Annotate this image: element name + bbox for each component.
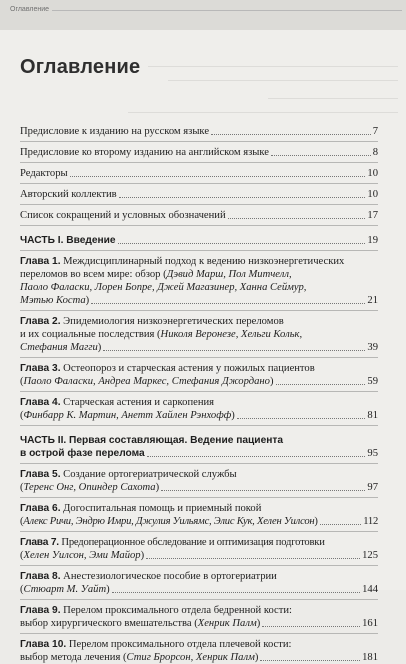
bleed-through-line xyxy=(128,112,398,113)
toc-entry-separator xyxy=(20,161,378,163)
toc-entry-separator xyxy=(20,390,378,392)
chapter-title-part: Догоспитальная помощь и приемный покой xyxy=(60,503,262,514)
bleed-through-line xyxy=(148,66,398,67)
page-number: 81 xyxy=(367,410,378,421)
toc-entry-separator xyxy=(20,598,378,600)
running-header: Оглавление xyxy=(10,6,50,13)
dot-leader xyxy=(276,384,366,385)
toc-entry-preface-en xyxy=(20,146,378,159)
chapter-paren: ) xyxy=(314,516,318,527)
dot-leader xyxy=(112,592,360,593)
entry-text: Список сокращений и условных обозначений xyxy=(20,210,226,221)
dot-leader xyxy=(237,418,366,419)
toc-entry-authors xyxy=(20,188,378,201)
chapter-authors: Теренс Онг, Опиндер Сахота xyxy=(23,482,156,493)
dot-leader xyxy=(211,134,371,135)
toc-chapter-3 xyxy=(20,362,378,388)
chapter-authors: Хенрик Палм xyxy=(197,618,257,629)
chapter-number: Глава 2. xyxy=(20,316,61,327)
chapter-authors: Стюарт М. Уайт xyxy=(23,584,107,595)
chapter-number: Глава 4. xyxy=(20,397,61,408)
chapter-authors: Алекс Ричи, Эндрю Имри, Джулия Уильямс, Элис Кук, Хелен Уилсон xyxy=(23,516,315,527)
chapter-authors: Стефания Магги xyxy=(20,342,98,353)
dot-leader xyxy=(91,303,365,304)
dot-leader xyxy=(262,626,360,627)
chapter-title-part: переломов во всем мире: обзор ( xyxy=(20,269,167,280)
page-number: 17 xyxy=(367,210,378,221)
chapter-number: Глава 1. xyxy=(20,256,61,267)
toc-entry-separator xyxy=(20,424,378,426)
bleed-through-line xyxy=(168,80,398,81)
toc-entry-separator xyxy=(20,564,378,566)
dot-leader xyxy=(228,218,366,219)
dot-leader xyxy=(70,176,366,177)
page-top-band xyxy=(0,0,406,30)
toc-entry-separator xyxy=(20,530,378,532)
chapter-number: Глава 10. xyxy=(20,639,67,650)
dot-leader xyxy=(320,524,362,525)
page-number: 112 xyxy=(363,516,378,527)
chapter-paren: ( xyxy=(20,516,24,527)
toc-entry-editors xyxy=(20,167,378,180)
page-number: 7 xyxy=(372,126,378,137)
toc-entry-abbreviations xyxy=(20,209,378,222)
header-rule xyxy=(52,10,402,11)
toc-entry-separator xyxy=(20,356,378,358)
part-title: ЧАСТЬ I. Введение xyxy=(20,235,116,246)
chapter-authors: Хелен Уилсон, Эми Майор xyxy=(23,550,141,561)
dot-leader xyxy=(260,660,360,661)
chapter-authors: Паоло Фаласки, Лорен Бопре, Джей Магазинер, Ханна Сеймур, xyxy=(20,282,307,293)
dot-leader xyxy=(118,243,366,244)
dot-leader xyxy=(119,197,366,198)
page-number: 19 xyxy=(367,235,378,246)
page-number: 97 xyxy=(367,482,378,493)
chapter-title-part: и их социальные последствия ( xyxy=(20,329,161,340)
chapter-number: Глава 6. xyxy=(20,503,61,514)
toc-entry-separator xyxy=(20,632,378,634)
chapter-number: Глава 5. xyxy=(20,469,61,480)
toc-chapter-7 xyxy=(20,536,378,562)
chapter-number: Глава 7. xyxy=(20,537,59,548)
chapter-paren: ( xyxy=(20,584,24,595)
page-number: 8 xyxy=(372,147,378,158)
chapter-title-part: Междисциплинарный подход к ведению низкоэнергетических xyxy=(60,256,345,267)
page-number: 125 xyxy=(362,550,378,561)
chapter-title-part: выбор хирургического вмешательства ( xyxy=(20,618,198,629)
part-title: ЧАСТЬ II. Первая составляющая. Ведение пациента xyxy=(20,435,284,446)
chapter-title-part: Старческая астения и саркопения xyxy=(60,397,215,408)
entry-text: Предисловие к изданию на русском языке xyxy=(20,126,210,137)
chapter-paren: ) xyxy=(106,584,110,595)
chapter-authors: Николя Веронезе, Хельги Кольк, xyxy=(160,329,303,340)
chapter-paren: ) xyxy=(269,376,274,387)
toc-chapter-6 xyxy=(20,502,378,528)
page-number: 144 xyxy=(362,584,378,595)
page-number: 21 xyxy=(367,295,378,306)
chapter-number: Глава 8. xyxy=(20,571,61,582)
dot-leader xyxy=(161,490,365,491)
toc-chapter-5 xyxy=(20,468,378,494)
chapter-authors: Стиг Брорсон, Хенрик Палм xyxy=(126,652,255,663)
dot-leader xyxy=(147,456,366,457)
chapter-authors: Мэтью Коста xyxy=(20,295,86,306)
page-number: 95 xyxy=(367,448,378,459)
chapter-title-part: Предоперационное обследование и оптимизация подготовки xyxy=(58,537,325,548)
chapter-authors: Финбарр К. Мартин, Анетт Хайлен Рэнхофф xyxy=(23,410,232,421)
page-number: 181 xyxy=(362,652,378,663)
toc-entry-separator xyxy=(20,462,378,464)
chapter-title-part: выбор метода лечения ( xyxy=(20,652,127,663)
chapter-title-part: Перелом проксимального отдела бедренной кости: xyxy=(60,605,292,616)
chapter-title-part: Остеопороз и старческая астения у пожилых пациентов xyxy=(60,363,315,374)
toc-entry-separator xyxy=(20,224,378,226)
toc-entry-separator xyxy=(20,203,378,205)
chapter-number: Глава 9. xyxy=(20,605,61,616)
toc-chapter-8 xyxy=(20,570,378,596)
chapter-paren: ) xyxy=(254,652,259,663)
chapter-authors: Дэвид Марш, Пол Митчелл, xyxy=(166,269,292,280)
chapter-authors: Паоло Фаласки, Андреа Маркес, Стефания Джордано xyxy=(23,376,270,387)
dot-leader xyxy=(271,155,371,156)
chapter-title-part: Создание ортогериатрической службы xyxy=(60,469,237,480)
toc-entry-separator xyxy=(20,496,378,498)
bleed-through-line xyxy=(268,98,398,99)
chapter-paren: ) xyxy=(140,550,145,561)
page-number: 59 xyxy=(367,376,378,387)
toc-entry-separator xyxy=(20,182,378,184)
chapter-paren: ) xyxy=(85,295,90,306)
entry-text: Предисловие ко второму изданию на английском языке xyxy=(20,147,269,158)
chapter-paren: ) xyxy=(231,410,235,421)
toc-entry-separator xyxy=(20,309,378,311)
page-title: Оглавление xyxy=(20,56,141,78)
toc-part-1 xyxy=(20,234,378,247)
chapter-paren: ) xyxy=(256,618,261,629)
part-title: в острой фазе перелома xyxy=(20,448,145,459)
chapter-paren: ( xyxy=(20,550,24,561)
toc-chapter-10 xyxy=(20,638,378,664)
toc-entry-separator xyxy=(20,140,378,142)
toc-chapter-2 xyxy=(20,315,378,354)
toc-part-2 xyxy=(20,434,378,460)
chapter-paren: ) xyxy=(97,342,102,353)
chapter-paren: ( xyxy=(20,410,24,421)
entry-text: Редакторы xyxy=(20,168,68,179)
toc-chapter-4 xyxy=(20,396,378,422)
page-number: 39 xyxy=(367,342,378,353)
chapter-paren: ( xyxy=(20,376,24,387)
dot-leader xyxy=(146,558,360,559)
dot-leader xyxy=(103,350,365,351)
chapter-paren: ( xyxy=(20,482,24,493)
page-number: 10 xyxy=(367,189,378,200)
chapter-paren: ) xyxy=(155,482,160,493)
toc-entry-preface-ru xyxy=(20,125,378,138)
chapter-title-part: Анестезиологическое пособие в ортогериатрии xyxy=(60,571,277,582)
page-number: 161 xyxy=(362,618,378,629)
toc-chapter-9 xyxy=(20,604,378,630)
toc-chapter-1 xyxy=(20,255,378,307)
toc-entry-separator xyxy=(20,249,378,251)
page-number: 10 xyxy=(367,168,378,179)
chapter-number: Глава 3. xyxy=(20,363,61,374)
chapter-title-part: Перелом проксимального отдела плечевой кости: xyxy=(66,639,292,650)
table-of-contents xyxy=(20,125,378,664)
entry-text: Авторский коллектив xyxy=(20,189,117,200)
chapter-title-part: Эпидемиология низкоэнергетических переломов xyxy=(60,316,284,327)
